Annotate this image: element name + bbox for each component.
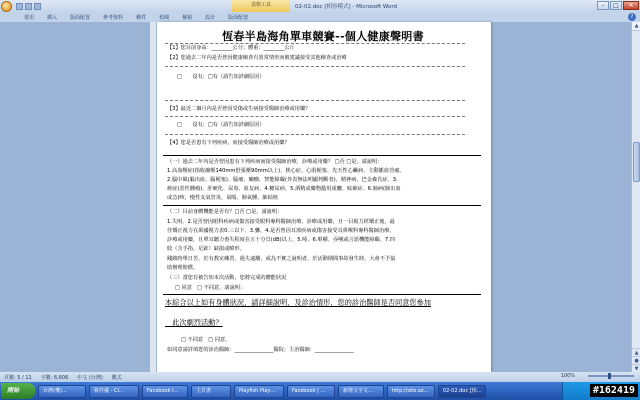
context-tab-table-tools[interactable]: 表格工具 <box>232 0 290 12</box>
zoom-slider[interactable] <box>588 375 634 377</box>
tab-page-layout[interactable]: 版面配置 <box>70 14 91 21</box>
section-1-heading: （一）過去二年內是否曾因患有下列疾病而接受醫師治療，診療或用藥？ □否 □是，請說明： <box>167 159 383 165</box>
taskbar-item[interactable]: Playfish Play… <box>234 385 284 398</box>
tab-view[interactable]: 檢視 <box>182 14 193 21</box>
question-3: 【3】最近二個月內是否曾因受傷或生病接受醫師治療或用藥？ <box>167 106 311 112</box>
language-indicator[interactable]: 中文 (台灣) <box>77 374 103 381</box>
close-button[interactable]: ✕ <box>623 1 639 10</box>
previous-page-icon[interactable]: ▲ <box>632 348 640 356</box>
table-border <box>165 100 465 101</box>
table-border <box>165 66 465 67</box>
tab-review[interactable]: 校閱 <box>159 14 170 21</box>
section-divider <box>163 155 481 156</box>
section-2-line: 佳矯正視力在萬國視力表0.三以下、3.聾、4.是否曾因耳部疾病或傷害接受耳鼻喉科專科醫師治療、 <box>167 228 395 234</box>
document-area <box>0 22 640 372</box>
browse-object-icon[interactable]: ● <box>632 356 640 364</box>
agree-checkboxes[interactable]: □ 同意 □ 不同意，請說明： <box>175 285 246 291</box>
watermark: #162419 <box>590 384 638 397</box>
tab-table-layout[interactable]: 版面配置 <box>228 14 249 21</box>
section-1-line: 癌症(惡性腫瘤)、肝硬化、尿毒、血友病、4.糖尿病、5.酒精或藥物濫用成癮、眩暈症、6.肺病(肺出血 <box>167 186 401 192</box>
taskbar <box>0 382 640 400</box>
section-3-heading: （三）當您有被告知本次活動，您將完成的體能狀況 <box>167 275 287 281</box>
answer-2-options: □ 沒有；□有（請告知詳細原因） <box>177 74 265 80</box>
taskbar-item[interactable]: http://site.ez… <box>387 385 435 398</box>
ribbon-tabs <box>0 12 640 22</box>
status-bar <box>0 372 640 382</box>
vertical-scrollbar[interactable] <box>631 22 640 372</box>
tab-insert[interactable]: 插入 <box>47 14 58 21</box>
question-4: 【4】您是否患有下列疾病，而接受醫師治療或用藥？ <box>167 140 290 146</box>
taskbar-item[interactable]: 軟件優 - Cl… <box>89 385 139 398</box>
maximize-button[interactable]: □ <box>610 1 622 10</box>
answer-3-options: □ 沒有；□有（請告知詳細原因） <box>177 122 265 128</box>
tab-home[interactable]: 常用 <box>24 14 35 21</box>
disclaimer-line: 踐跛時單日苦、於有教室練習、過失遠離，或為不實之說明者，於活動期間事故發生時，大會不予協 <box>167 256 396 262</box>
section-divider <box>163 294 481 295</box>
section-1-line: 或急)咳、慢性支氣管炎、氣喘、肺氣腫、肺結核 <box>167 195 278 201</box>
tab-design[interactable]: 設計 <box>205 14 216 21</box>
taskbar-item-active[interactable]: 02-02.doc [相… <box>438 385 486 398</box>
tab-mailings[interactable]: 郵件 <box>136 14 147 21</box>
vertical-ruler <box>150 22 157 372</box>
zoom-controls <box>561 373 634 379</box>
taskbar-item[interactable]: Facebook | … <box>287 385 335 398</box>
undo-icon[interactable] <box>25 3 32 10</box>
section-divider <box>163 205 481 206</box>
table-border <box>165 134 465 135</box>
office-button[interactable] <box>1 1 12 12</box>
next-page-icon[interactable]: ▼ <box>632 364 640 372</box>
section-2-line: 診療或用藥，且單耳聽力喪失程度在五十分貝(dB)以上、5.啞、6.咀嚼、吞嚥或言語機能障礙、7.四 <box>167 237 396 243</box>
zoom-slider-knob[interactable] <box>608 373 611 379</box>
consent-checkboxes[interactable]: □ 不同意 □ 同意， <box>181 337 231 343</box>
redo-icon[interactable] <box>34 3 41 10</box>
scroll-up-icon[interactable]: ▲ <box>632 22 640 31</box>
table-border <box>165 116 465 117</box>
minimize-button[interactable]: – <box>597 1 609 10</box>
taskbar-item[interactable]: 新增文字文… <box>338 385 384 398</box>
input-mode[interactable]: 數式 <box>111 374 122 381</box>
window-title: 02-02.doc [相容模式] - Microsoft Word <box>295 4 398 10</box>
window-controls <box>597 1 639 10</box>
physician-signature-line[interactable]: 如同意請詳填您的診治醫師：_______________醫院；主治醫師：_______________ <box>167 347 354 353</box>
help-icon[interactable]: ? <box>628 13 636 21</box>
taskbar-item[interactable]: 台灣(機)… <box>38 385 86 398</box>
section-2-line: 肢（含手指、足趾）缺損或畸形。 <box>167 246 245 252</box>
save-icon[interactable] <box>16 3 23 10</box>
section-1-line: 2.腦中風(腦出血、腦梗塞)、腦瘤、癲癇、智能障礙(外表無法明顯判斷者)、精神病、巴金森氏症、3. <box>167 177 398 183</box>
table-border <box>165 43 465 44</box>
taskbar-item[interactable]: 主頁書 <box>191 385 231 398</box>
disclaimer-line: 助辦理賠償。 <box>167 265 199 271</box>
tab-references[interactable]: 參考資料 <box>103 14 124 21</box>
section-2-line: 1.失明、2.是否曾因眼科疾病或傷害接受眼科專科醫師治療，診療或用藥，且一目視力經矯正後，最 <box>167 219 395 225</box>
quick-access-toolbar <box>16 3 41 10</box>
taskbar-item[interactable]: Facebook I… <box>142 385 188 398</box>
consent-question-cont: 此次劇烈活動？ <box>165 318 223 327</box>
document-title: 恆春半島海角單車競賽--個人健康聲明書 <box>222 30 424 43</box>
page-count[interactable]: 頁數: 5 / 11 <box>4 374 32 381</box>
document-page[interactable] <box>157 22 491 372</box>
section-1-line: 1.高血壓症(指收縮壓140mm舒張壓90mm以上)、狹心症、心肌梗塞、先天性心臟病、主動脈血管瘤。 <box>167 168 405 174</box>
scroll-thumb[interactable] <box>633 142 640 182</box>
start-button[interactable]: 開始 <box>1 383 35 399</box>
question-2: 【2】您過去二年內是否曾因健康檢查有異常情形而被建議接受其他檢查或治療 <box>167 55 347 61</box>
zoom-level[interactable]: 100% <box>560 373 575 379</box>
section-2-heading: （二）目前身體機能是否有？□否 □是，請說明： <box>167 209 283 215</box>
question-1: 【1】您目前身高：________公分；體重：________公斤 <box>167 45 295 51</box>
word-count[interactable]: 字數: 6,606 <box>40 374 69 381</box>
title-bar <box>0 0 640 12</box>
page-nav-buttons <box>632 348 640 372</box>
consent-question: 本綜合以上如有身體狀況，請詳細說明，及診治情形，您的診治醫師是否同意您參加 <box>165 298 431 307</box>
